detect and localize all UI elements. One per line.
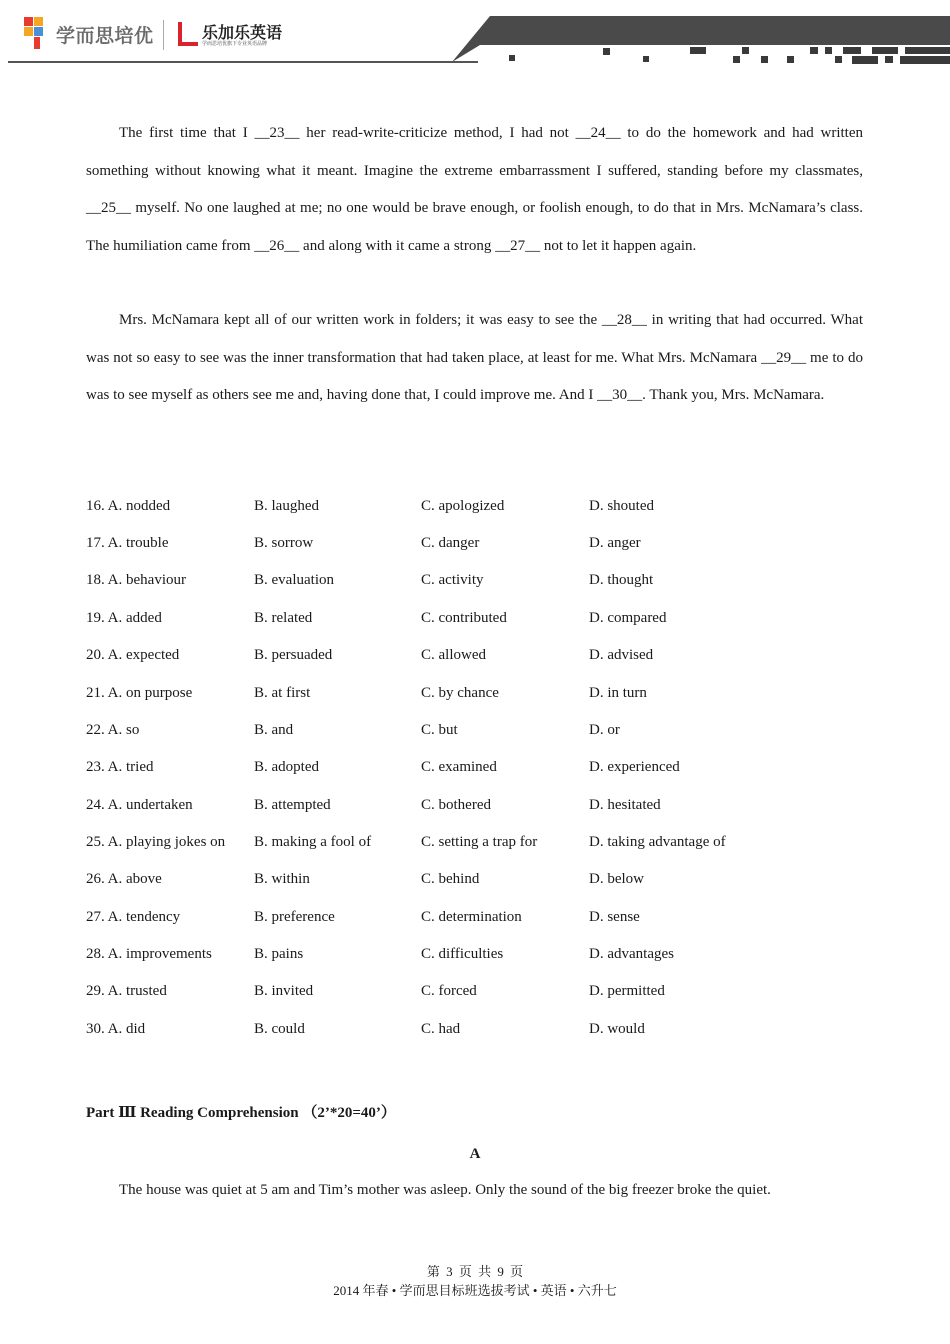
brand-subtitle: 学而思培优旗下专业英语品牌 — [202, 41, 268, 47]
option-d: D. would — [589, 1021, 645, 1037]
option-d: D. anger — [589, 535, 641, 551]
option-c: C. forced — [421, 983, 477, 999]
option-c: C. activity — [421, 572, 484, 588]
option-d: D. experienced — [589, 759, 680, 775]
option-c: C. contributed — [421, 610, 507, 626]
option-a: 30. A. did — [86, 1021, 146, 1037]
option-d: D. compared — [589, 610, 667, 626]
option-b: B. laughed — [254, 498, 319, 514]
option-c: C. determination — [421, 909, 522, 925]
option-a: 19. A. added — [86, 610, 162, 626]
option-b: B. sorrow — [254, 535, 314, 551]
option-c: C. examined — [421, 759, 497, 775]
option-b: B. pains — [254, 946, 304, 962]
option-b: B. evaluation — [254, 572, 334, 588]
option-a: 18. A. behaviour — [86, 572, 186, 588]
option-c: C. allowed — [421, 647, 486, 663]
option-d: D. advantages — [589, 946, 674, 962]
brand-text: 乐加乐英语 — [202, 23, 283, 42]
option-b: B. at first — [254, 685, 311, 701]
option-b: B. adopted — [254, 759, 319, 775]
section-a-heading: A — [469, 1146, 481, 1162]
option-c: C. bothered — [421, 797, 491, 813]
option-d: D. or — [589, 722, 620, 738]
option-c: C. had — [421, 1021, 461, 1037]
option-c: C. by chance — [421, 685, 499, 701]
option-c: C. difficulties — [421, 946, 504, 962]
option-a: 26. A. above — [86, 871, 162, 887]
page-number: 第 3 页 共 9 页 — [426, 1264, 524, 1279]
logo-text: 学而思培优 — [56, 24, 154, 47]
option-b: B. persuaded — [254, 647, 333, 663]
header-banner-decoration — [0, 0, 950, 72]
option-a: 28. A. improvements — [86, 946, 212, 962]
option-a: 20. A. expected — [86, 647, 180, 663]
option-a: 17. A. trouble — [86, 535, 169, 551]
page-header — [0, 0, 950, 72]
option-b: B. within — [254, 871, 310, 887]
option-c: C. but — [421, 722, 458, 738]
option-b: B. preference — [254, 909, 335, 925]
option-d: D. advised — [589, 647, 654, 663]
option-a: 25. A. playing jokes on — [86, 834, 226, 850]
option-d: D. sense — [589, 909, 640, 925]
option-c: C. setting a trap for — [421, 834, 538, 850]
option-a: 24. A. undertaken — [86, 797, 193, 813]
option-c: C. behind — [421, 871, 480, 887]
option-a: 21. A. on purpose — [86, 685, 193, 701]
option-c: C. danger — [421, 535, 480, 551]
option-b: B. could — [254, 1021, 305, 1037]
option-d: D. in turn — [589, 685, 647, 701]
option-a: 29. A. trusted — [86, 983, 167, 999]
option-b: B. and — [254, 722, 294, 738]
option-a: 22. A. so — [86, 722, 140, 738]
exam-footer: 2014 年春 • 学而思目标班选拔考试 • 英语 • 六升七 — [333, 1283, 617, 1298]
option-b: B. related — [254, 610, 313, 626]
option-d: D. hesitated — [589, 797, 661, 813]
option-d: D. below — [589, 871, 644, 887]
passage-paragraph-1: The first time that I __23__ her read-write-criticize method, I had not __24__ to do the homework and had written something without knowing what it meant. Imagine the extreme embarrassment I suffered, standing before my classmates, __25__ myself. No one laughed at me; no one would be brave enough, or foolish enough, to do that in Mrs. McNamara’s class. The humiliation came from __26__ and along with it came a strong __27__ not to let it happen again. — [86, 125, 863, 254]
option-c: C. apologized — [421, 498, 505, 514]
reading-a-first-line: The house was quiet at 5 am and Tim’s mother was asleep. Only the sound of the big freezer broke the quiet. — [119, 1182, 771, 1198]
part-3-title: Part Ⅲ Reading Comprehension （2’*20=40’） — [86, 1105, 396, 1121]
option-d: D. permitted — [589, 983, 665, 999]
option-a: 16. A. nodded — [86, 498, 171, 514]
option-a: 27. A. tendency — [86, 909, 181, 925]
option-b: B. making a fool of — [254, 834, 372, 850]
option-b: B. invited — [254, 983, 314, 999]
option-d: D. taking advantage of — [589, 834, 726, 850]
option-d: D. shouted — [589, 498, 654, 514]
option-d: D. thought — [589, 572, 654, 588]
passage-paragraph-2: Mrs. McNamara kept all of our written work in folders; it was easy to see the __28__ in writing that had occurred. What was not so easy to see was the inner transformation that had taken place, at least for me. What Mrs. McNamara __29__ me to do was to see myself as others see me and, having done that, I could improve me. And I __30__. Thank you, Mrs. McNamara. — [86, 312, 863, 403]
option-a: 23. A. tried — [86, 759, 154, 775]
option-b: B. attempted — [254, 797, 331, 813]
